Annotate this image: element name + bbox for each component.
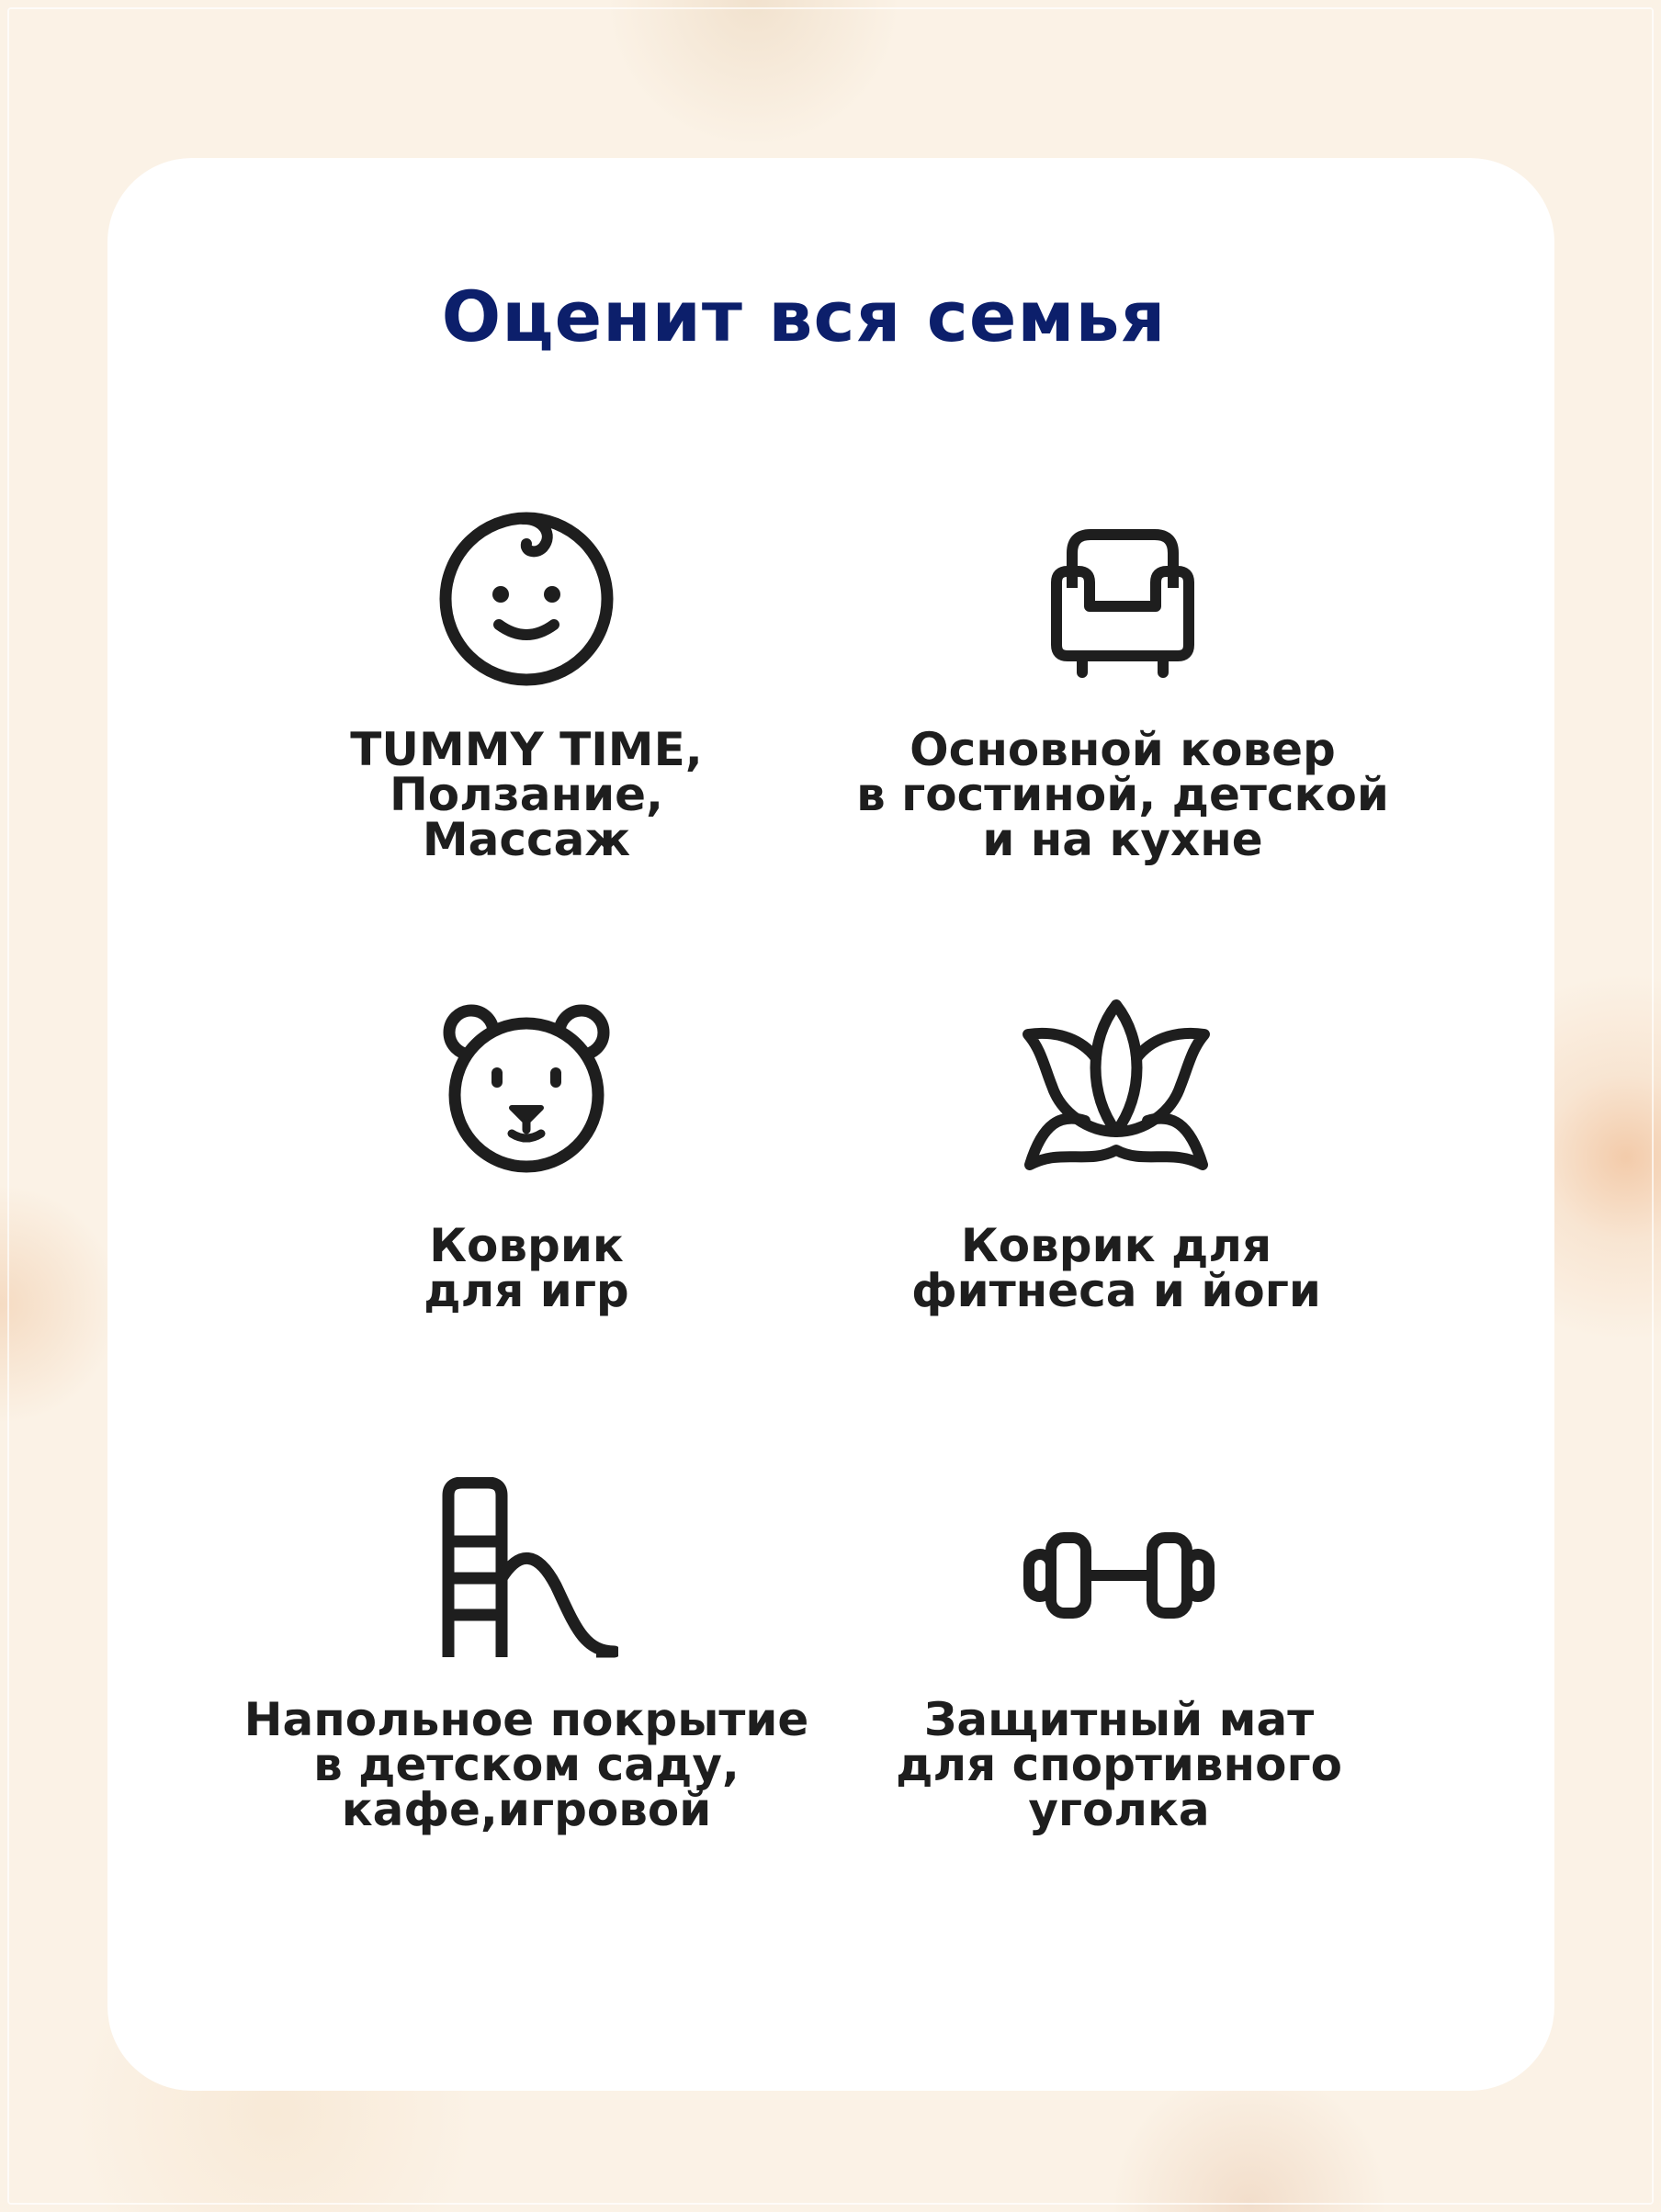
feature-label: TUMMY TIME, Ползание, Массаж: [350, 723, 703, 866]
feature-fitness-mat: [785, 994, 1447, 1317]
feature-sport-mat: [788, 1477, 1450, 1836]
feature-label: Основной ковер в гостиной, детской и на кухне: [856, 723, 1389, 866]
armchair-icon: [792, 507, 1453, 691]
baby-face-icon: [196, 507, 857, 691]
feature-main-rug: [792, 507, 1453, 866]
playground-slide-icon: [196, 1477, 857, 1661]
feature-label: Напольное покрытие в детском саду, кафе,игровой: [243, 1693, 809, 1836]
lotus-icon: [785, 994, 1447, 1178]
bear-face-icon: [196, 994, 857, 1178]
page-title: Оценит вся семья: [441, 276, 1167, 357]
feature-label: Коврик для игр: [424, 1219, 629, 1317]
feature-play-mat: [196, 994, 857, 1317]
feature-tummy-time: [196, 507, 857, 866]
feature-label: Коврик для фитнеса и йоги: [911, 1219, 1321, 1317]
feature-label: Защитный мат для спортивного уголка: [896, 1693, 1342, 1836]
dumbbell-icon: [788, 1477, 1450, 1661]
feature-floor-covering: [196, 1477, 857, 1836]
